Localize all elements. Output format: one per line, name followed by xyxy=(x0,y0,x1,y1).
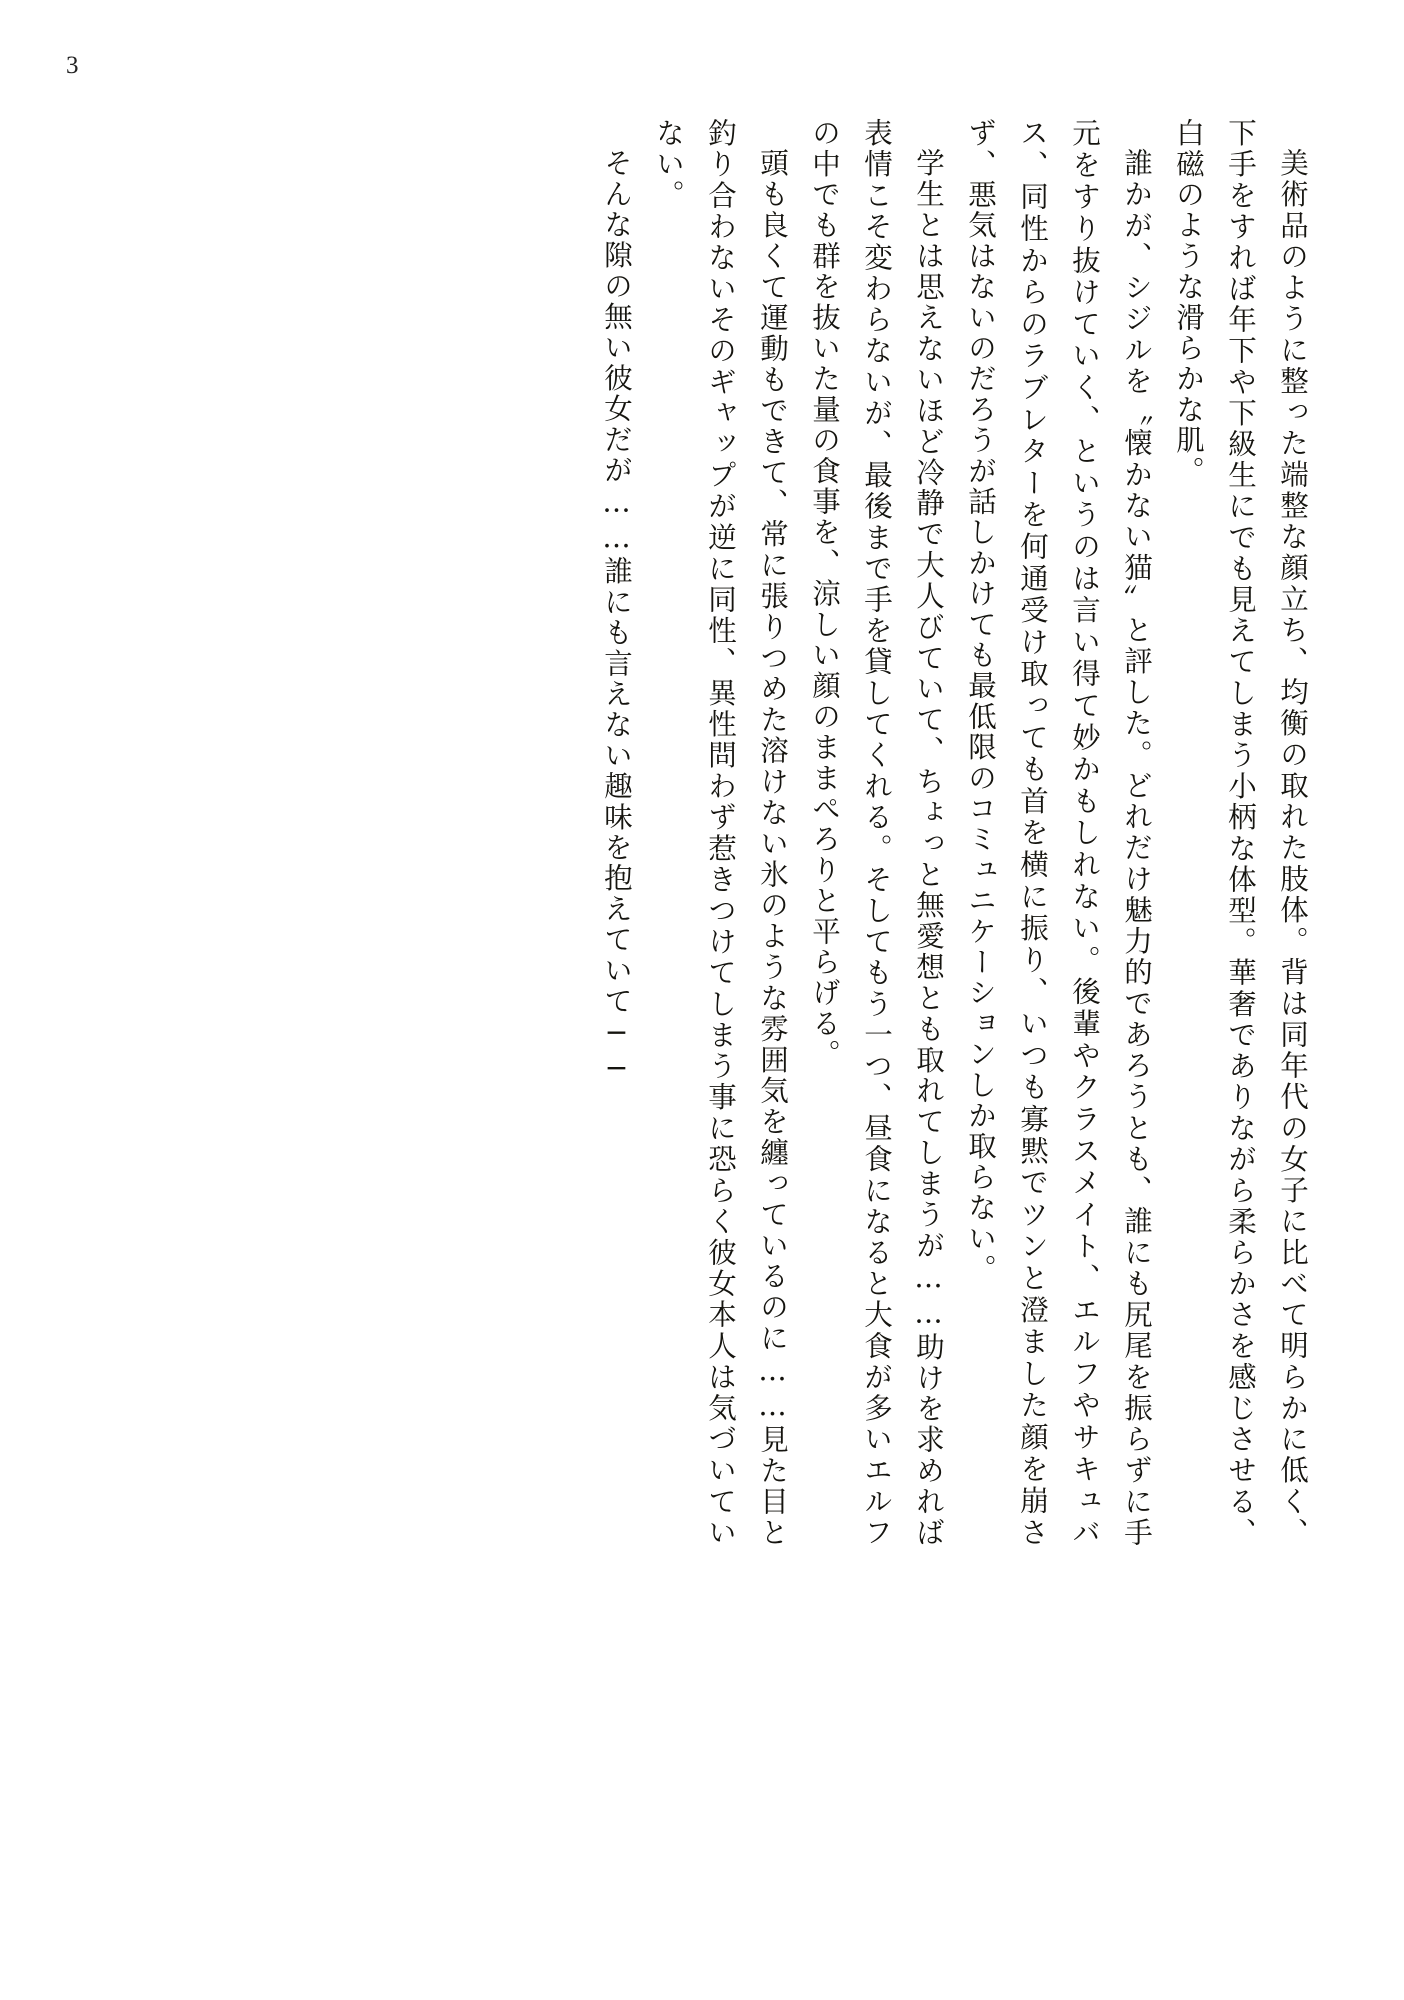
paragraph: 美術品のように整った端整な顔立ち、均衡の取れた肢体。背は同年代の女子に比べて明らかに低く、下手をすれば年下や下級生にでも見えてしまう小柄な体型。華奢でありながら柔らかさを感じさせる、白磁のような滑らかな肌。 xyxy=(1172,118,1309,1548)
paragraph: 頭も良くて運動もできて、常に張りつめた溶けない氷のような雰囲気を纏っているのに……見た目と釣り合わないそのギャップが逆に同性、異性問わず惹きつけてしまう事に恐らく彼女本人は気づいていない。 xyxy=(652,118,789,1548)
paragraph: 学生とは思えないほど冷静で大人びていて、ちょっと無愛想とも取れてしまうが……助けを求めれば表情こそ変わらないが、最後まで手を貸してくれる。そしてもう一つ、昼食になると大食が多いエルフの中でも群を抜いた量の食事を、涼しい顔のままぺろりと平らげる。 xyxy=(808,118,945,1548)
page-number: 3 xyxy=(66,52,79,79)
paragraph: そんな隙の無い彼女だが……誰にも言えない趣味を抱えていて── xyxy=(600,148,633,1087)
body-text-vertical xyxy=(218,118,1318,1548)
paragraph: 誰かが、シジルを〝懐かない猫〟と評した。どれだけ魅力的であろうとも、誰にも尻尾を振らずに手元をすり抜けていく、というのは言い得て妙かもしれない。後輩やクラスメイト、エルフやサキュバス、同性からのラブレターを何通受け取っても首を横に振り、いつも寡黙でツンと澄ました顔を崩さず、悪気はないのだろうが話しかけても最低限のコミュニケーションしか取らない。 xyxy=(964,118,1153,1548)
